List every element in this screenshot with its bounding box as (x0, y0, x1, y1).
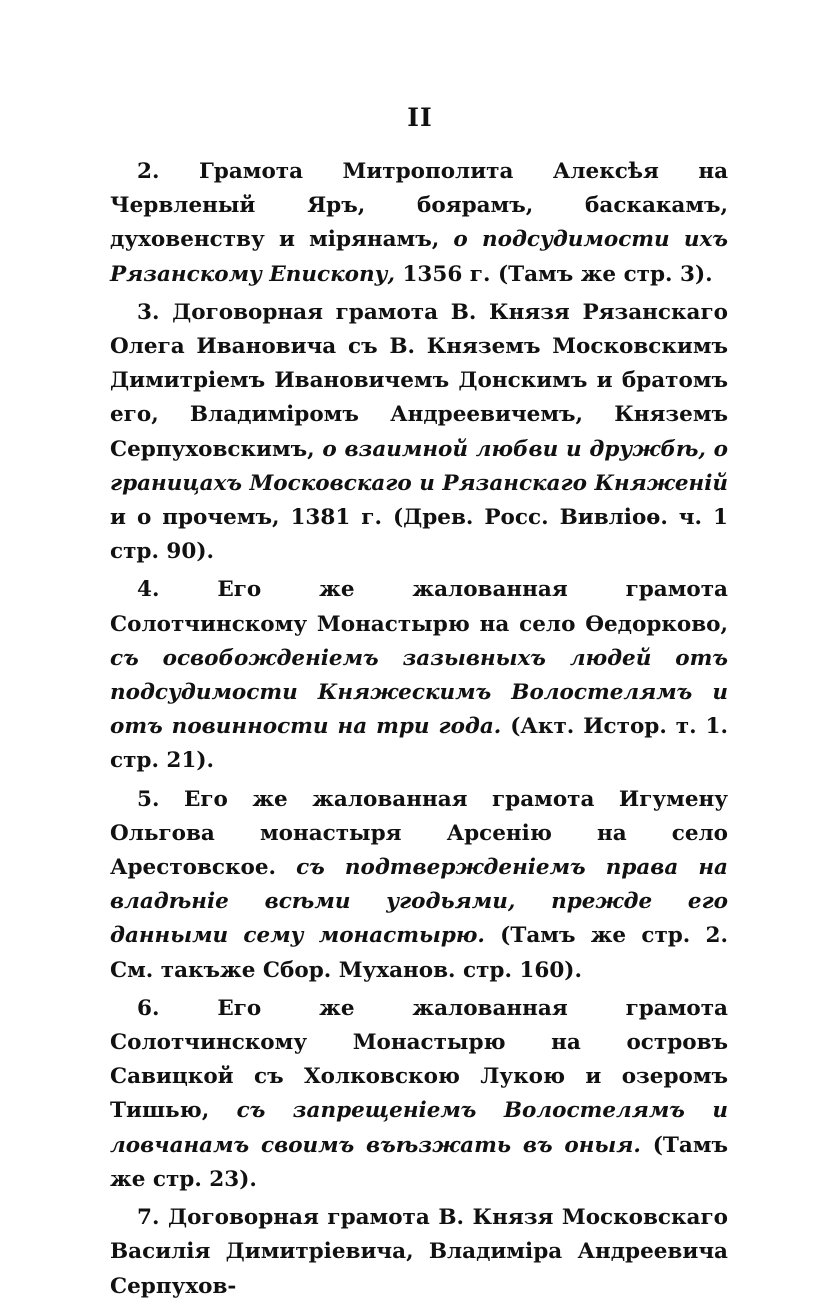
entry-text: Договорная грамота В. Князя Рязанскаго Олега Ивановича съ В. Княземъ Московскимъ Димитріемъ Ивановичемъ Донскимъ и братомъ его, Владиміромъ Андреевичемъ, Княземъ Серпуховскимъ, (110, 299, 728, 462)
entry-summary: съ подтвержденіемъ права на владѣніе всѣми угодьями, прежде его данными сему монастырю. (110, 855, 728, 949)
entry-2 (110, 155, 728, 292)
entry-7 (110, 1201, 728, 1304)
entry-3 (110, 296, 728, 570)
entry-number: 4. (137, 577, 160, 603)
entry-4 (110, 573, 728, 778)
entry-text: Его же жалованная грамота Игумену Ольгова монастыря Арсенію на село Арестовское. (110, 786, 728, 881)
entry-source: 1356 г. (Тамъ же стр. 3). (394, 261, 713, 287)
entry-summary: съ запрещеніемъ Волостелямъ и ловчанамъ своимъ въѣзжать въ оныя. (110, 1098, 728, 1158)
entry-number: 7. (137, 1205, 160, 1231)
entry-source: (Тамъ же стр. 23). (110, 1132, 728, 1192)
entry-text: Его же жалованная грамота Солотчинскому Монастырю на островъ Савицкой съ Холковскою Лукою и озеромъ Тишью, (110, 995, 728, 1124)
entry-summary: о взаимной любви и дружбѣ, о границахъ Московскаго и Рязанскаго Княженій (110, 436, 729, 496)
entry-number: 6. (137, 995, 160, 1021)
entry-number: 3. (137, 299, 160, 325)
text-body (110, 155, 728, 1308)
entry-text: Грамота Митрополита Алексѣя на Червленый Яръ, боярамъ, баскакамъ, духовенству и мірянамъ, (110, 159, 728, 253)
entry-number: 2. (137, 159, 160, 184)
entry-text: Его же жалованная грамота Солотчинскому Монастырю на село Ѳедорково, (110, 577, 728, 637)
entry-text: Договорная грамота В. Князя Московскаго Василія Димитріевича, Владиміра Андреевича Серпухов- (110, 1205, 728, 1299)
entry-5 (110, 783, 728, 988)
entry-number: 5. (137, 786, 160, 812)
entry-summary: съ освобожденіемъ зазывныхъ людей отъ подсудимости Княжескимъ Волостелямъ и отъ повинности на три года. (110, 645, 728, 740)
entry-6 (110, 992, 728, 1197)
entry-source: и о прочемъ, 1381 г. (Древ. Росс. Вивліоѳ. ч. 1 стр. 90). (110, 505, 728, 565)
entry-source: (Акт. Истор. т. 1. стр. 21). (110, 714, 728, 774)
page-number: II (407, 103, 433, 132)
entry-summary: о подсудимости ихъ Рязанскому Епископу, (110, 227, 728, 287)
entry-source: (Тамъ же стр. 2. См. такъже Сбор. Муханов. стр. 160). (110, 923, 728, 983)
